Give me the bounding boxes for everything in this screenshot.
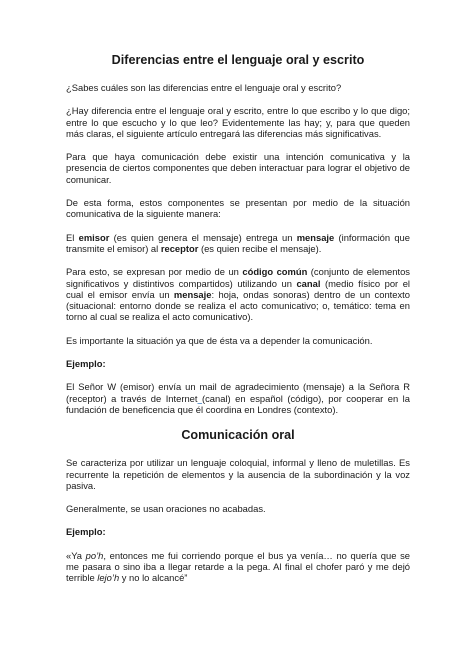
example-label-1: Ejemplo: [66, 358, 106, 370]
paragraph-difference: ¿Hay diferencia entre el lenguaje oral y escrito, entre lo que escribo y lo que digo; entre lo que escucho y lo que leo? Evidentemente las hay; y, para que queden más claras, el siguiente artículo entregará las diferencias más significativas. [66, 105, 410, 139]
text-run: (canal) en español (código), por cooperar en la fundación de beneficencia que él coordina en Londres (contexto). [66, 392, 410, 415]
intro-question: ¿Sabes cuáles son las diferencias entre el lenguaje oral y escrito? [66, 82, 342, 93]
text-run: (es quien recibe el mensaje). [198, 242, 322, 254]
term-mensaje-2: mensaje [173, 288, 212, 300]
paragraph-codigo-canal [66, 266, 410, 322]
paragraph-components: De esta forma, estos componentes se presentan por medio de la situación comunicativa de la siguiente manera: [66, 197, 410, 220]
text-run: El Señor W (emisor) envía un mail de agradecimiento (mensaje) a la Señora R (receptor) a través de Internet [66, 381, 410, 404]
term-canal: canal [296, 277, 321, 289]
text-run: y no lo alcancé” [119, 572, 188, 584]
document-title: Diferencias entre el lenguaje oral y escrito [111, 53, 365, 67]
text-run: El [66, 231, 79, 243]
italic-word-poh: po’h [85, 549, 104, 561]
example-2-text [66, 550, 410, 584]
text-run: (información que transmite el emisor) al [66, 231, 410, 254]
text-run: (medio físico por el cual el emisor envía un [66, 277, 410, 300]
term-codigo-comun: código común [242, 266, 308, 278]
text-run: , entonces me fui corriendo porque el bus ya venía… no quería que se me pasara o sino iba a llegar retarde a la pega. Al final el chofer paró y me dejó terrible [66, 549, 410, 584]
text-run: (es quien genera el mensaje) entrega un [109, 231, 297, 243]
section-title-oral: Comunicación oral [181, 428, 295, 443]
text-run: : hoja, ondas sonoras) dentro de un contexto (situacional: entorno donde se realiza el acto comunicativo; o, temático: tema en torno al cual se realiza el acto comunicativo). [66, 288, 410, 323]
paragraph-communication-intent: Para que haya comunicación debe existir una intención comunicativa y la presencia de ciertos componentes que deben interactuar para lograr el objetivo de comunicar. [66, 151, 410, 185]
paragraph-emisor-mensaje-receptor [66, 232, 410, 255]
example-label-2: Ejemplo: [66, 526, 106, 538]
document-body [66, 52, 410, 596]
text-run: «Ya [66, 549, 86, 561]
text-run: (conjunto de elementos significativos y distintivos compartidos) utilizando un [66, 266, 410, 289]
term-receptor: receptor [160, 242, 199, 254]
text-run: Para esto, se expresan por medio de un [66, 266, 243, 278]
term-emisor: emisor [78, 231, 110, 243]
oral-paragraph-2: Generalmente, se usan oraciones no acabadas. [66, 503, 266, 515]
term-mensaje: mensaje [296, 231, 335, 243]
example-1-text [66, 381, 410, 415]
paragraph-situation: Es importante la situación ya que de ésta va a depender la comunicación. [66, 334, 373, 346]
oral-paragraph-1: Se caracteriza por utilizar un lenguaje coloquial, informal y lleno de muletillas. Es recurrente la repetición de elementos y la ausencia de la subordinación y la voz pasiva. [66, 457, 410, 491]
italic-word-lejoh: lejo’h [97, 572, 120, 584]
